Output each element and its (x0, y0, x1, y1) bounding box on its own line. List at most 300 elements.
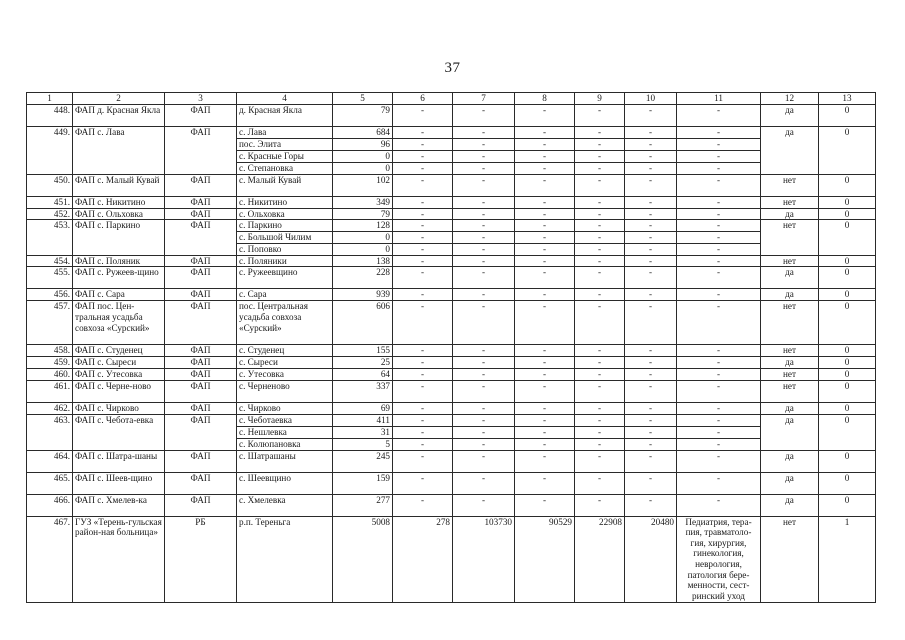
has-ambulance-flag: да (761, 472, 819, 494)
data-cell-col-6: - (393, 139, 453, 151)
data-cell-col-6: - (393, 244, 453, 256)
facility-name: ФАП с. Сара (73, 289, 165, 301)
settlement-name: с. Чеботаевка (237, 414, 333, 426)
data-cell-col-8: - (515, 402, 575, 414)
row-number: 464. (27, 450, 73, 472)
facility-type: ФАП (165, 220, 237, 256)
data-cell-col-8: - (515, 380, 575, 402)
data-cell-col-7: - (453, 357, 515, 369)
data-cell-col-11: - (677, 232, 761, 244)
row-number: 460. (27, 369, 73, 381)
table-row (27, 255, 876, 267)
data-cell-col-8: - (515, 289, 575, 301)
data-cell-col-11: Педиатрия, тера-пия, травматоло-гия, хирургия, гинекология, неврология, патология бере-менности, сест-ринский уход (677, 516, 761, 602)
data-cell-col-9: - (575, 127, 625, 139)
data-cell-col-7: - (453, 414, 515, 426)
settlement-population: 138 (333, 255, 393, 267)
facility-name: ФАП с. Шеев-щино (73, 472, 165, 494)
data-cell-col-6: - (393, 267, 453, 289)
data-cell-col-11: - (677, 174, 761, 196)
settlement-population: 102 (333, 174, 393, 196)
settlement-population: 684 (333, 127, 393, 139)
row-number: 449. (27, 127, 73, 175)
settlement-name: с. Никитино (237, 196, 333, 208)
data-cell-col-10: - (625, 301, 677, 345)
settlement-population: 25 (333, 357, 393, 369)
data-cell-col-7: - (453, 244, 515, 256)
data-cell-col-8: - (515, 472, 575, 494)
data-cell-col-7: - (453, 232, 515, 244)
data-cell-col-9: - (575, 426, 625, 438)
data-cell-col-7: 103730 (453, 516, 515, 602)
facility-type: ФАП (165, 472, 237, 494)
data-cell-col-11: - (677, 438, 761, 450)
data-cell-col-11: - (677, 450, 761, 472)
facility-type: ФАП (165, 301, 237, 345)
data-cell-col-8: - (515, 426, 575, 438)
registry-table (26, 92, 876, 603)
data-cell-col-7: - (453, 255, 515, 267)
value-col-13: 0 (819, 357, 876, 369)
data-cell-col-9: - (575, 139, 625, 151)
settlement-population: 159 (333, 472, 393, 494)
data-cell-col-10: - (625, 345, 677, 357)
settlement-name: с. Студенец (237, 345, 333, 357)
data-cell-col-9: - (575, 174, 625, 196)
data-cell-col-6: - (393, 450, 453, 472)
data-cell-col-11: - (677, 244, 761, 256)
column-header-6: 6 (393, 93, 453, 105)
data-cell-col-6: - (393, 174, 453, 196)
table-row (27, 450, 876, 472)
data-cell-col-10: - (625, 414, 677, 426)
data-cell-col-6: - (393, 105, 453, 127)
settlement-population: 337 (333, 380, 393, 402)
data-cell-col-6: - (393, 402, 453, 414)
data-cell-col-7: - (453, 220, 515, 232)
data-cell-col-6: - (393, 472, 453, 494)
data-cell-col-8: - (515, 301, 575, 345)
settlement-name: с. Ольховка (237, 208, 333, 220)
settlement-name: с. Малый Кувай (237, 174, 333, 196)
data-cell-col-7: - (453, 196, 515, 208)
data-cell-col-11: - (677, 289, 761, 301)
data-cell-col-8: - (515, 450, 575, 472)
settlement-name: с. Поповко (237, 244, 333, 256)
settlement-population: 228 (333, 267, 393, 289)
table-row (27, 494, 876, 516)
data-cell-col-11: - (677, 255, 761, 267)
facility-name: ФАП д. Красная Якла (73, 105, 165, 127)
data-cell-col-6: - (393, 494, 453, 516)
data-cell-col-7: - (453, 438, 515, 450)
data-cell-col-9: - (575, 380, 625, 402)
data-cell-col-11: - (677, 402, 761, 414)
has-ambulance-flag: нет (761, 369, 819, 381)
settlement-name: с. Красные Горы (237, 151, 333, 163)
data-cell-col-7: - (453, 369, 515, 381)
facility-type: ФАП (165, 105, 237, 127)
table-row (27, 220, 876, 232)
data-cell-col-10: - (625, 139, 677, 151)
facility-name: ФАП с. Поляник (73, 255, 165, 267)
row-number: 458. (27, 345, 73, 357)
data-cell-col-11: - (677, 208, 761, 220)
data-cell-col-10: - (625, 244, 677, 256)
settlement-population: 0 (333, 151, 393, 163)
data-cell-col-8: - (515, 220, 575, 232)
data-cell-col-10: - (625, 357, 677, 369)
has-ambulance-flag: да (761, 289, 819, 301)
data-cell-col-7: - (453, 289, 515, 301)
column-header-7: 7 (453, 93, 515, 105)
data-cell-col-9: - (575, 438, 625, 450)
value-col-13: 0 (819, 369, 876, 381)
data-cell-col-9: - (575, 267, 625, 289)
data-cell-col-6: - (393, 208, 453, 220)
facility-type: ФАП (165, 345, 237, 357)
data-cell-col-10: - (625, 438, 677, 450)
data-cell-col-7: - (453, 208, 515, 220)
data-cell-col-11: - (677, 472, 761, 494)
table-row (27, 127, 876, 139)
value-col-13: 0 (819, 402, 876, 414)
settlement-population: 5 (333, 438, 393, 450)
has-ambulance-flag: нет (761, 220, 819, 256)
data-cell-col-6: - (393, 289, 453, 301)
row-number: 466. (27, 494, 73, 516)
data-cell-col-6: - (393, 163, 453, 175)
data-cell-col-9: - (575, 345, 625, 357)
settlement-name: с. Шатрашаны (237, 450, 333, 472)
data-cell-col-8: - (515, 369, 575, 381)
data-cell-col-9: - (575, 151, 625, 163)
facility-name: ФАП с. Черне-ново (73, 380, 165, 402)
row-number: 448. (27, 105, 73, 127)
table-row (27, 289, 876, 301)
data-cell-col-8: - (515, 174, 575, 196)
data-cell-col-11: - (677, 220, 761, 232)
settlement-population: 411 (333, 414, 393, 426)
has-ambulance-flag: да (761, 402, 819, 414)
settlement-name: с. Нешлевка (237, 426, 333, 438)
table-row (27, 369, 876, 381)
data-cell-col-9: - (575, 301, 625, 345)
table-row (27, 472, 876, 494)
facility-type: ФАП (165, 267, 237, 289)
data-cell-col-6: - (393, 301, 453, 345)
value-col-13: 0 (819, 105, 876, 127)
table-row (27, 414, 876, 426)
data-cell-col-7: - (453, 267, 515, 289)
data-cell-col-11: - (677, 163, 761, 175)
column-header-11: 11 (677, 93, 761, 105)
data-cell-col-10: - (625, 208, 677, 220)
has-ambulance-flag: да (761, 105, 819, 127)
facility-name: ФАП с. Лава (73, 127, 165, 175)
data-cell-col-10: - (625, 174, 677, 196)
column-header-4: 4 (237, 93, 333, 105)
data-cell-col-9: - (575, 357, 625, 369)
settlement-name: с. Чирково (237, 402, 333, 414)
data-cell-col-9: - (575, 472, 625, 494)
data-cell-col-10: - (625, 380, 677, 402)
settlement-name: с. Паркино (237, 220, 333, 232)
value-col-13: 0 (819, 255, 876, 267)
data-cell-col-10: - (625, 289, 677, 301)
value-col-13: 1 (819, 516, 876, 602)
data-cell-col-10: - (625, 255, 677, 267)
facility-type: ФАП (165, 369, 237, 381)
data-cell-col-7: - (453, 163, 515, 175)
row-number: 457. (27, 301, 73, 345)
settlement-population: 79 (333, 208, 393, 220)
column-header-5: 5 (333, 93, 393, 105)
data-cell-col-8: - (515, 151, 575, 163)
settlement-name: с. Степановка (237, 163, 333, 175)
data-cell-col-6: - (393, 357, 453, 369)
facility-name: ФАП с. Ружеев-щино (73, 267, 165, 289)
facility-name: ФАП с. Никитино (73, 196, 165, 208)
data-cell-col-10: - (625, 402, 677, 414)
data-cell-col-7: - (453, 450, 515, 472)
data-cell-col-7: - (453, 105, 515, 127)
row-number: 450. (27, 174, 73, 196)
settlement-population: 0 (333, 244, 393, 256)
data-cell-col-9: - (575, 369, 625, 381)
facility-name: ФАП пос. Цен-тральная усадьба совхоза «Сурский» (73, 301, 165, 345)
has-ambulance-flag: нет (761, 174, 819, 196)
settlement-name: с. Черненово (237, 380, 333, 402)
facility-type: ФАП (165, 208, 237, 220)
data-cell-col-9: - (575, 232, 625, 244)
value-col-13: 0 (819, 208, 876, 220)
has-ambulance-flag: нет (761, 516, 819, 602)
settlement-population: 96 (333, 139, 393, 151)
data-cell-col-7: - (453, 174, 515, 196)
settlement-population: 79 (333, 105, 393, 127)
data-cell-col-7: - (453, 472, 515, 494)
data-cell-col-9: 22908 (575, 516, 625, 602)
row-number: 459. (27, 357, 73, 369)
data-cell-col-9: - (575, 196, 625, 208)
has-ambulance-flag: нет (761, 345, 819, 357)
settlement-population: 5008 (333, 516, 393, 602)
data-cell-col-9: - (575, 450, 625, 472)
settlement-name: с. Большой Чилим (237, 232, 333, 244)
data-cell-col-8: 90529 (515, 516, 575, 602)
data-cell-col-6: - (393, 127, 453, 139)
has-ambulance-flag: нет (761, 255, 819, 267)
value-col-13: 0 (819, 289, 876, 301)
page-number: 37 (444, 60, 461, 76)
data-cell-col-8: - (515, 127, 575, 139)
data-cell-col-11: - (677, 127, 761, 139)
data-cell-col-10: - (625, 426, 677, 438)
row-number: 451. (27, 196, 73, 208)
table-row (27, 301, 876, 345)
data-cell-col-11: - (677, 139, 761, 151)
data-cell-col-11: - (677, 357, 761, 369)
data-cell-col-10: - (625, 267, 677, 289)
facility-type: ФАП (165, 494, 237, 516)
facility-type: РБ (165, 516, 237, 602)
data-cell-col-10: - (625, 127, 677, 139)
data-cell-col-9: - (575, 494, 625, 516)
facility-type: ФАП (165, 196, 237, 208)
data-cell-col-10: - (625, 163, 677, 175)
data-cell-col-10: - (625, 232, 677, 244)
data-cell-col-7: - (453, 345, 515, 357)
data-cell-col-10: 20480 (625, 516, 677, 602)
column-header-2: 2 (73, 93, 165, 105)
settlement-population: 939 (333, 289, 393, 301)
settlement-name: пос. Центральная усадьба совхоза «Сурский» (237, 301, 333, 345)
data-cell-col-6: - (393, 151, 453, 163)
data-cell-col-11: - (677, 105, 761, 127)
facility-type: ФАП (165, 357, 237, 369)
data-cell-col-11: - (677, 369, 761, 381)
data-cell-col-10: - (625, 105, 677, 127)
table-row (27, 105, 876, 127)
row-number: 456. (27, 289, 73, 301)
data-cell-col-6: - (393, 232, 453, 244)
data-cell-col-11: - (677, 380, 761, 402)
settlement-population: 606 (333, 301, 393, 345)
settlement-population: 69 (333, 402, 393, 414)
column-header-10: 10 (625, 93, 677, 105)
has-ambulance-flag: да (761, 357, 819, 369)
row-number: 465. (27, 472, 73, 494)
data-cell-col-7: - (453, 301, 515, 345)
facility-name: ФАП с. Хмелев-ка (73, 494, 165, 516)
row-number: 461. (27, 380, 73, 402)
data-cell-col-10: - (625, 151, 677, 163)
data-cell-col-8: - (515, 244, 575, 256)
has-ambulance-flag: да (761, 208, 819, 220)
column-header-1: 1 (27, 93, 73, 105)
row-number: 455. (27, 267, 73, 289)
settlement-population: 155 (333, 345, 393, 357)
data-cell-col-8: - (515, 139, 575, 151)
value-col-13: 0 (819, 472, 876, 494)
settlement-name: с. Колюпановка (237, 438, 333, 450)
facility-name: ФАП с. Шатра-шаны (73, 450, 165, 472)
column-header-13: 13 (819, 93, 876, 105)
facility-type: ФАП (165, 289, 237, 301)
data-cell-col-7: - (453, 380, 515, 402)
data-cell-col-9: - (575, 163, 625, 175)
data-cell-col-9: - (575, 244, 625, 256)
column-header-9: 9 (575, 93, 625, 105)
row-number: 453. (27, 220, 73, 256)
facility-type: ФАП (165, 380, 237, 402)
data-cell-col-10: - (625, 450, 677, 472)
column-header-3: 3 (165, 93, 237, 105)
table-row (27, 208, 876, 220)
table-row (27, 402, 876, 414)
data-cell-col-8: - (515, 105, 575, 127)
column-header-12: 12 (761, 93, 819, 105)
table-row (27, 516, 876, 602)
data-cell-col-7: - (453, 151, 515, 163)
table-row (27, 267, 876, 289)
data-cell-col-6: - (393, 255, 453, 267)
data-cell-col-9: - (575, 289, 625, 301)
data-cell-col-7: - (453, 127, 515, 139)
data-cell-col-10: - (625, 369, 677, 381)
settlement-name: с. Ружеевщино (237, 267, 333, 289)
facility-name: ФАП с. Чирково (73, 402, 165, 414)
settlement-population: 0 (333, 163, 393, 175)
data-cell-col-9: - (575, 105, 625, 127)
table-row (27, 196, 876, 208)
settlement-name: с. Лава (237, 127, 333, 139)
data-cell-col-6: - (393, 369, 453, 381)
data-cell-col-8: - (515, 414, 575, 426)
facility-name: ФАП с. Ольховка (73, 208, 165, 220)
data-cell-col-8: - (515, 196, 575, 208)
data-cell-col-8: - (515, 255, 575, 267)
has-ambulance-flag: нет (761, 301, 819, 345)
has-ambulance-flag: да (761, 494, 819, 516)
value-col-13: 0 (819, 414, 876, 450)
settlement-name: с. Поляники (237, 255, 333, 267)
facility-type: ФАП (165, 127, 237, 175)
value-col-13: 0 (819, 450, 876, 472)
data-cell-col-6: - (393, 220, 453, 232)
settlement-population: 64 (333, 369, 393, 381)
data-cell-col-6: - (393, 414, 453, 426)
facility-type: ФАП (165, 402, 237, 414)
data-cell-col-7: - (453, 139, 515, 151)
data-cell-col-7: - (453, 426, 515, 438)
value-col-13: 0 (819, 380, 876, 402)
settlement-population: 277 (333, 494, 393, 516)
data-cell-col-9: - (575, 208, 625, 220)
data-cell-col-11: - (677, 494, 761, 516)
settlement-population: 0 (333, 232, 393, 244)
data-cell-col-11: - (677, 267, 761, 289)
data-cell-col-8: - (515, 208, 575, 220)
data-cell-col-10: - (625, 494, 677, 516)
data-cell-col-6: - (393, 426, 453, 438)
value-col-13: 0 (819, 345, 876, 357)
data-cell-col-11: - (677, 414, 761, 426)
has-ambulance-flag: да (761, 127, 819, 175)
data-cell-col-11: - (677, 426, 761, 438)
has-ambulance-flag: да (761, 414, 819, 450)
has-ambulance-flag: да (761, 267, 819, 289)
data-cell-col-8: - (515, 438, 575, 450)
settlement-name: с. Утесовка (237, 369, 333, 381)
data-cell-col-8: - (515, 345, 575, 357)
data-cell-col-8: - (515, 232, 575, 244)
facility-name: ФАП с. Чебота-евка (73, 414, 165, 450)
data-cell-col-6: - (393, 345, 453, 357)
settlement-name: с. Шеевщино (237, 472, 333, 494)
data-cell-col-10: - (625, 472, 677, 494)
table-row (27, 357, 876, 369)
facility-type: ФАП (165, 414, 237, 450)
data-cell-col-7: - (453, 494, 515, 516)
settlement-population: 349 (333, 196, 393, 208)
facility-type: ФАП (165, 450, 237, 472)
settlement-name: пос. Элита (237, 139, 333, 151)
facility-type: ФАП (165, 174, 237, 196)
settlement-population: 245 (333, 450, 393, 472)
settlement-name: с. Хмелевка (237, 494, 333, 516)
